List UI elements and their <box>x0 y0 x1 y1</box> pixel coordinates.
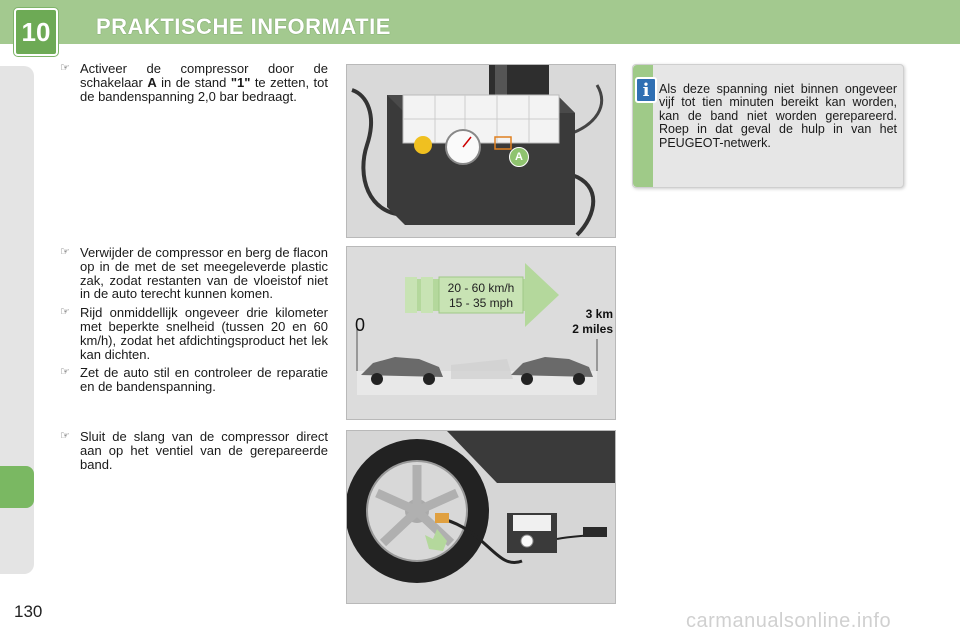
hose-connection-figure <box>346 430 616 604</box>
switch-a-label: A <box>515 151 523 163</box>
instruction-item <box>60 62 328 103</box>
instruction-item <box>60 366 328 394</box>
hose-connection-illustration <box>347 431 615 603</box>
speed-kmh-label: 20 - 60 km/h <box>447 281 515 295</box>
pointing-hand-icon: ☞ <box>60 366 70 379</box>
instruction-text: Rijd onmiddellijk ongeveer drie kilometer met beperkte snelheid (tussen 20 en 60 km/h), zodat het afdichtingsproduct het lek kan dichten. <box>80 305 328 362</box>
info-icon: i <box>635 77 657 103</box>
chapter-tab-marker <box>0 466 34 508</box>
instruction-item <box>60 430 328 471</box>
instruction-block-3 <box>60 430 328 476</box>
instruction-text: Zet de auto stil en controleer de reparatie en de bandenspanning. <box>80 365 328 395</box>
pointing-hand-icon: ☞ <box>60 306 70 319</box>
instruction-text: Activeer de compressor door de schakelaar A in de stand "1" te zetten, tot de bandenspanning 2,0 bar bedraagt. <box>80 61 329 104</box>
pointing-hand-icon: ☞ <box>60 246 70 258</box>
compressor-figure <box>346 64 616 238</box>
page-title: PRAKTISCHE INFORMATIE <box>96 14 391 39</box>
instruction-item <box>60 246 328 301</box>
page-number: 130 <box>14 602 43 621</box>
chapter-badge: 10 <box>14 8 58 56</box>
distance-km-label: 3 km <box>585 307 613 321</box>
info-box <box>632 64 904 188</box>
start-distance-label: 0 <box>355 315 366 335</box>
speed-mph-label: 15 - 35 mph <box>448 296 514 310</box>
distance-miles-label: 2 miles <box>572 322 613 336</box>
compressor-illustration <box>347 65 615 237</box>
instruction-block-2 <box>60 246 328 399</box>
instruction-text: Verwijder de compressor en berg de flacon op in de met de set meegeleverde plastic zak, zodat restanten van de vloeistof niet in de auto terecht kunnen komen. <box>80 245 328 302</box>
pointing-hand-icon: ☞ <box>60 62 70 74</box>
instruction-block-1 <box>60 62 328 108</box>
switch-a-marker <box>509 147 529 167</box>
watermark: carmanualsonline.info <box>686 610 892 632</box>
instruction-text: Sluit de slang van de compressor direct aan op het ventiel van de gerepareerde band. <box>80 429 328 472</box>
info-box-text: Als deze spanning niet binnen ongeveer vijf tot tien minuten bereikt kan worden, kan de band niet worden gerepareerd. Roep in dat geval de hulp in van het PEUGEOT-netwerk. <box>659 82 897 150</box>
driving-figure <box>346 246 616 420</box>
instruction-item <box>60 306 328 361</box>
pointing-hand-icon: ☞ <box>60 430 70 442</box>
